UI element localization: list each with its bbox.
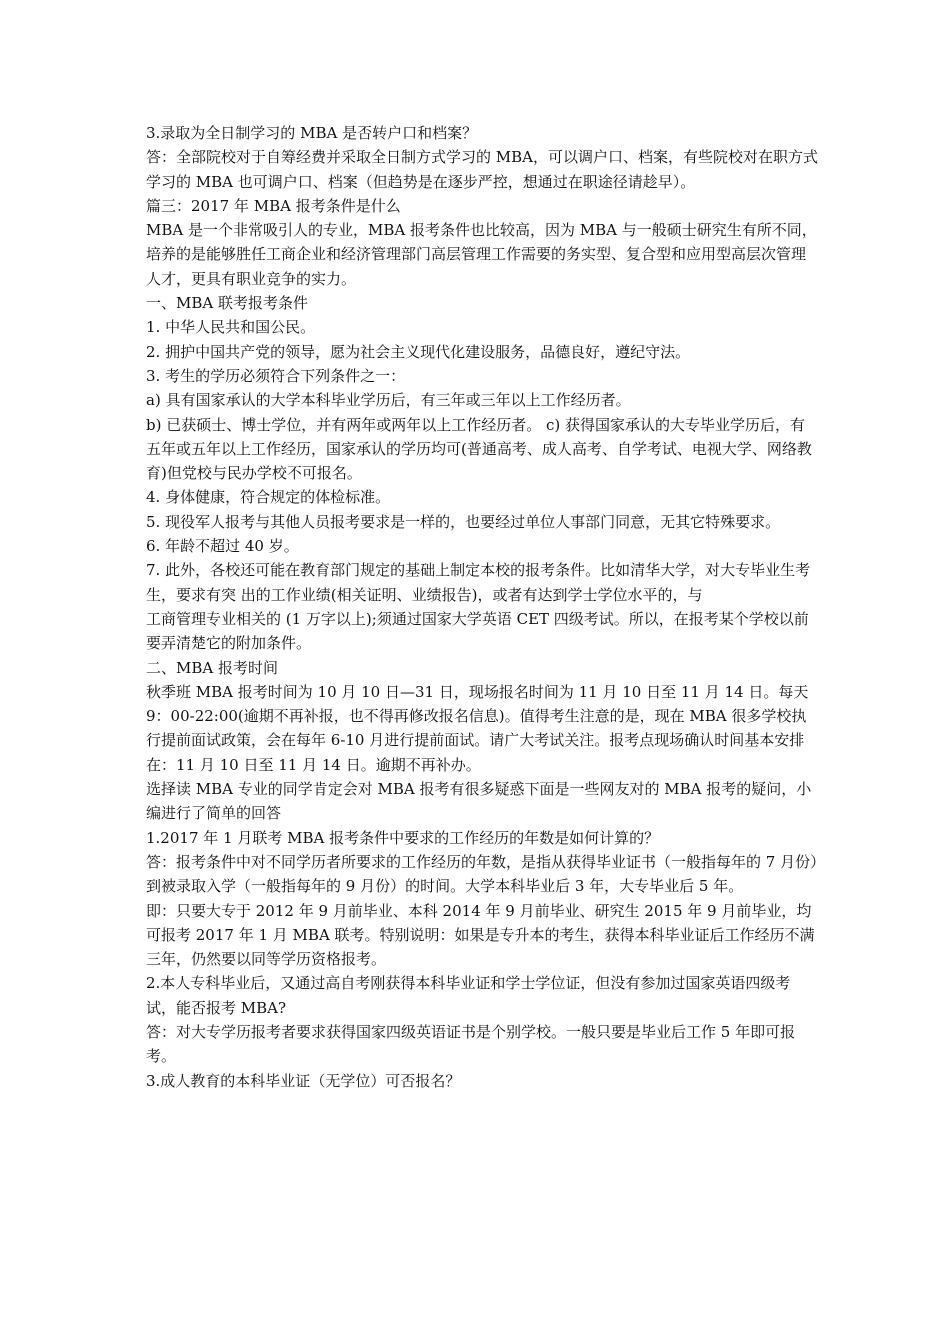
answer: 答：报考条件中对不同学历者所要求的工作经历的年数，是指从获得毕业证书（一般指每年的 7 月份）到被录取入学（一般指每年的 9 月份）的时间。大学本科毕业后 3 年，大专毕业后 5 年。 bbox=[146, 852, 818, 896]
question: 3.成人教育的本科毕业证（无学位）可否报名？ bbox=[146, 1071, 461, 1090]
answer: 即：只要大专于 2012 年 9 月前毕业、本科 2014 年 9 月前毕业、研究生 2015 年 9 月前毕业，均可报考 2017 年 1 月 MBA 联考。特别说明：如果是专升本的考生，获得本科毕业证后工作经历不满三年，仍然要以同等学历资格报考。 bbox=[146, 901, 815, 969]
paragraph: 3.录取为全日制学习的 MBA 是否转户口和档案？ bbox=[146, 124, 478, 142]
paragraph: 答：全部院校对于自筹经费并采取全日制方式学习的 MBA，可以调户口、档案，有些院校对在职方式学习的 MBA 也可调户口、档案（但趋势是在逐步严控，想通过在职途径请趁早）。 bbox=[146, 148, 818, 191]
list-item: 7. 此外，各校还可能在教育部门规定的基础上制定本校的报考条件。比如清华大学，对大专毕业生考生，要求有突 出的工作业绩(相关证明、业绩报告)，或者有达到学士学位水平的，与 bbox=[146, 561, 811, 604]
list-item: 4. 身体健康，符合规定的体检标准。 bbox=[146, 488, 391, 507]
list-item: b) 已获硕士、博士学位，并有两年或两年以上工作经历者。 c) 获得国家承认的大专毕业学历后，有五年或五年以上工作经历，国家承认的学历均可(普通高考、成人高考、自学考试、电视大学、网络教育)但党校与民办学校不可报名。 bbox=[146, 415, 812, 483]
section-heading: 篇三：2017 年 MBA 报考条件是什么 bbox=[146, 196, 401, 215]
document-body bbox=[146, 121, 818, 1093]
list-item: 6. 年龄不超过 40 岁。 bbox=[146, 537, 299, 556]
paragraph: 工商管理专业相关的 (1 万字以上);须通过国家大学英语 CET 四级考试。所以，在报考某个学校以前要弄清楚它的附加条件。 bbox=[146, 609, 809, 653]
question: 2.本人专科毕业后，又通过高自考刚获得本科毕业证和学士学位证，但没有参加过国家英语四级考试，能否报考 MBA? bbox=[146, 974, 791, 1017]
list-item: a) 具有国家承认的大学本科毕业学历后，有三年或三年以上工作经历者。 bbox=[146, 391, 631, 410]
list-item: 1. 中华人民共和国公民。 bbox=[146, 318, 316, 337]
subsection-heading: 二、MBA 报考时间 bbox=[146, 658, 278, 677]
list-item: 2. 拥护中国共产党的领导，愿为社会主义现代化建设服务，品德良好，遵纪守法。 bbox=[146, 342, 691, 361]
list-item: 5. 现役军人报考与其他人员报考要求是一样的，也要经过单位人事部门同意，无其它特殊要求。 bbox=[146, 512, 781, 531]
paragraph: MBA 是一个非常吸引人的专业，MBA 报考条件也比较高，因为 MBA 与一般硕士研究生有所不同，培养的是能够胜任工商企业和经济管理部门高层管理工作需要的务实型、复合型和应用型高层次管理人才，更具有职业竞争的实力。 bbox=[146, 221, 817, 288]
subsection-heading: 一、MBA 联考报考条件 bbox=[146, 294, 308, 313]
question: 1.2017 年 1 月联考 MBA 报考条件中要求的工作经历的年数是如何计算的？ bbox=[146, 828, 660, 847]
paragraph: 选择读 MBA 专业的同学肯定会对 MBA 报考有很多疑惑下面是一些网友对的 MBA 报考的疑问，小编进行了简单的回答 bbox=[146, 780, 812, 823]
list-item: 3. 考生的学历必须符合下列条件之一： bbox=[146, 366, 406, 385]
paragraph: 秋季班 MBA 报考时间为 10 月 10 日—31 日，现场报名时间为 11 月 10 日至 11 月 14 日。每天 9：00-22:00(逾期不再补报，也不得再修改报名信息)。值得考生注意的是，现在 MBA 很多学校执行提前面试政策，会在每年 6-10 月进行提前面试。请广大考试关注。报考点现场确认时间基本安排在：11 月 10 日至 11 月 14 日。逾期不再补办。 bbox=[146, 682, 809, 774]
answer: 答：对大专学历报考者要求获得国家四级英语证书是个别学校。一般只要是毕业后工作 5 年即可报考。 bbox=[146, 1022, 796, 1066]
